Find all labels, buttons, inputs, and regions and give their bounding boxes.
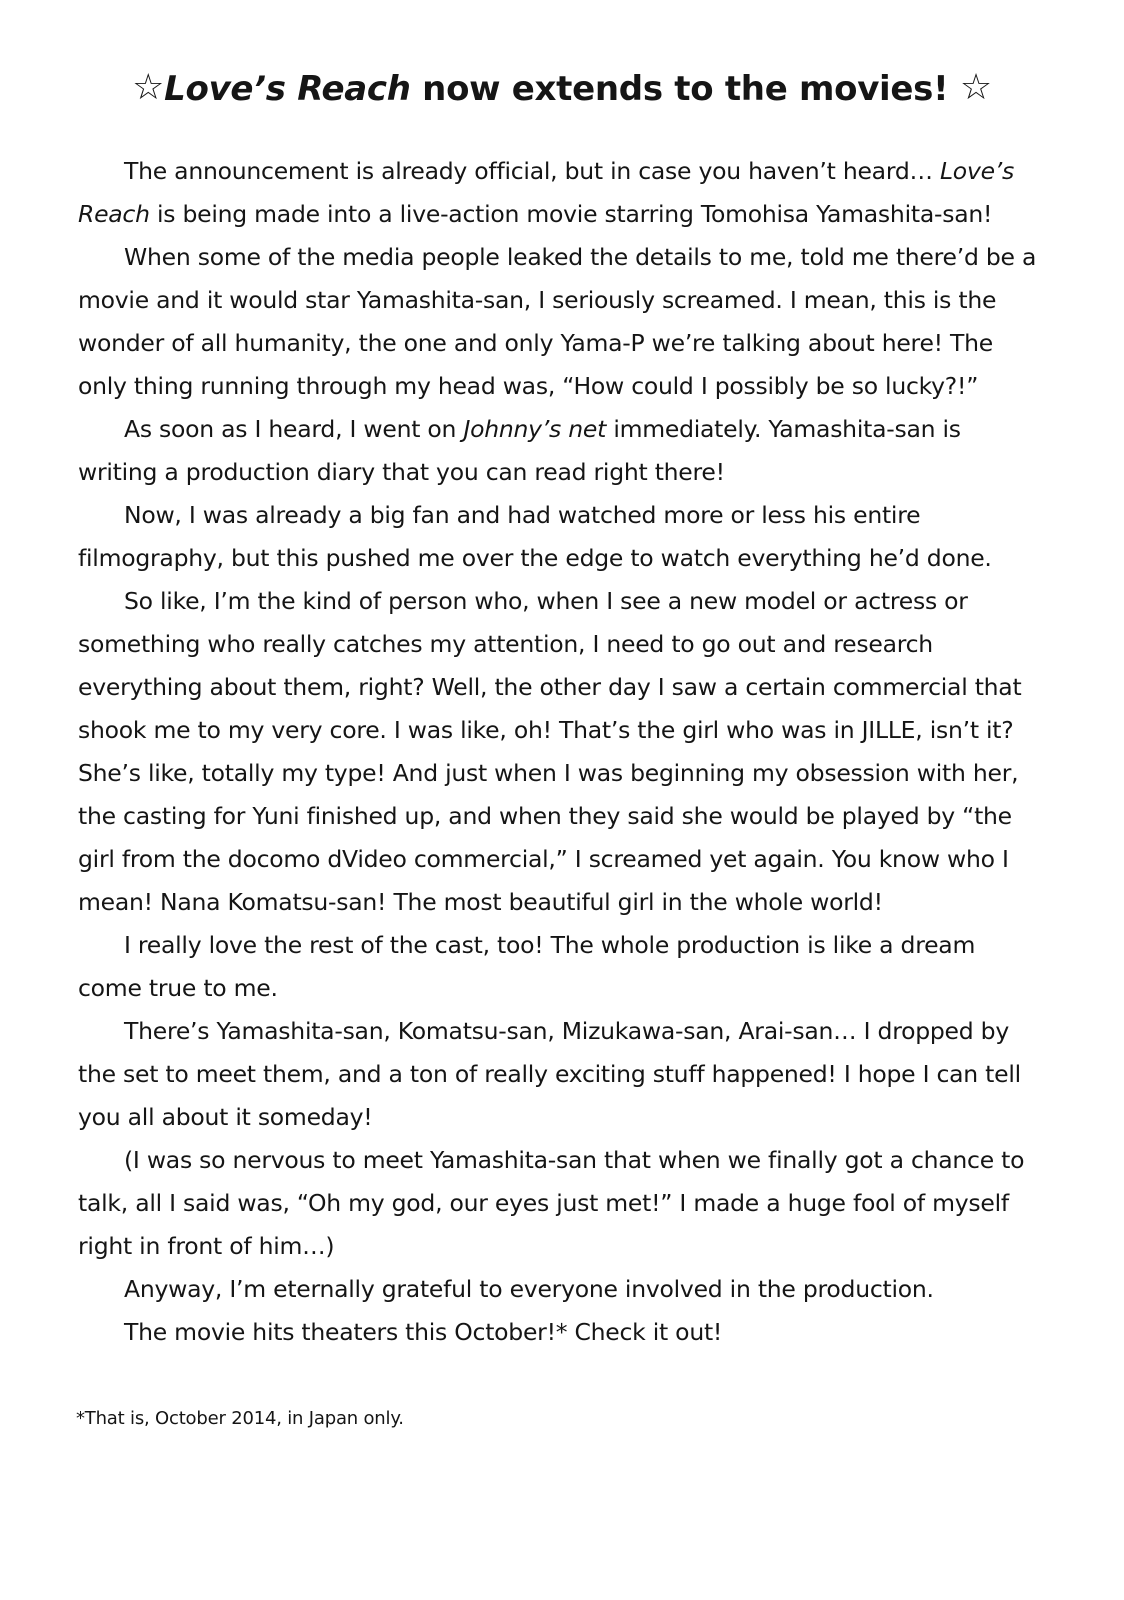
paragraph-10: The movie hits theaters this October!* Check it out! — [124, 1318, 723, 1346]
star-left-icon: ☆ — [132, 67, 165, 108]
paragraph-5: So like, I’m the kind of person who, when I see a new model or actress or something who really catches my attention, I need to go out and research everything about them, right? Well, the other day I saw a certain commercial that shook me to my very core. I was like, oh! That’s the girl who was in JILLE, isn’t it? She’s like, totally my type! And just when I was beginning my obsession with her, the casting for Yuni finished up, and when they said she would be played by “the girl from the docomo dVideo commercial,” I screamed yet again. You know who I mean! Nana Komatsu-san! The most beautiful girl in the whole world! — [78, 587, 1022, 916]
paragraph-1: The announcement is already official, but in case you haven’t heard… Love’s Reach is being made into a live-action movie starring Tomohisa Yamashita-san! — [78, 157, 1015, 228]
paragraph-3: As soon as I heard, I went on Johnny’s net immediately. Yamashita-san is writing a production diary that you can read right there! — [78, 415, 961, 486]
title-italic-text: Love’s Reach — [164, 69, 411, 109]
paragraph-2: When some of the media people leaked the details to me, told me there’d be a movie and it would star Yamashita-san, I seriously screamed. I mean, this is the wonder of all humanity, the one and only Yama-P we’re talking about here! The only thing running through my head was, “How could I possibly be so lucky?!” — [78, 243, 1037, 400]
paragraph-4: Now, I was already a big fan and had watched more or less his entire filmography, but this pushed me over the edge to watch everything he’d done. — [78, 501, 992, 572]
paragraph-8: (I was so nervous to meet Yamashita-san that when we finally got a chance to talk, all I said was, “Oh my god, our eyes just met!” I made a huge fool of myself right in front of him…) — [78, 1146, 1025, 1260]
title-text: now extends to the movies! — [410, 69, 960, 109]
paragraph-7: There’s Yamashita-san, Komatsu-san, Mizukawa-san, Arai-san… I dropped by the set to meet them, and a ton of really exciting stuff happened! I hope I can tell you all about it someday! — [78, 1017, 1021, 1131]
footnote: *That is, October 2014, in Japan only. — [76, 1408, 404, 1429]
star-right-icon: ☆ — [959, 67, 992, 108]
movie-title-italic: Love’s Reach — [78, 157, 1015, 228]
paragraph-9: Anyway, I’m eternally grateful to everyone involved in the production. — [124, 1275, 934, 1303]
paragraph-6: I really love the rest of the cast, too! The whole production is like a dream come true to me. — [78, 931, 976, 1002]
site-name-italic: Johnny’s net — [463, 415, 607, 443]
page-title — [0, 62, 1124, 115]
article-body — [78, 150, 1038, 1354]
